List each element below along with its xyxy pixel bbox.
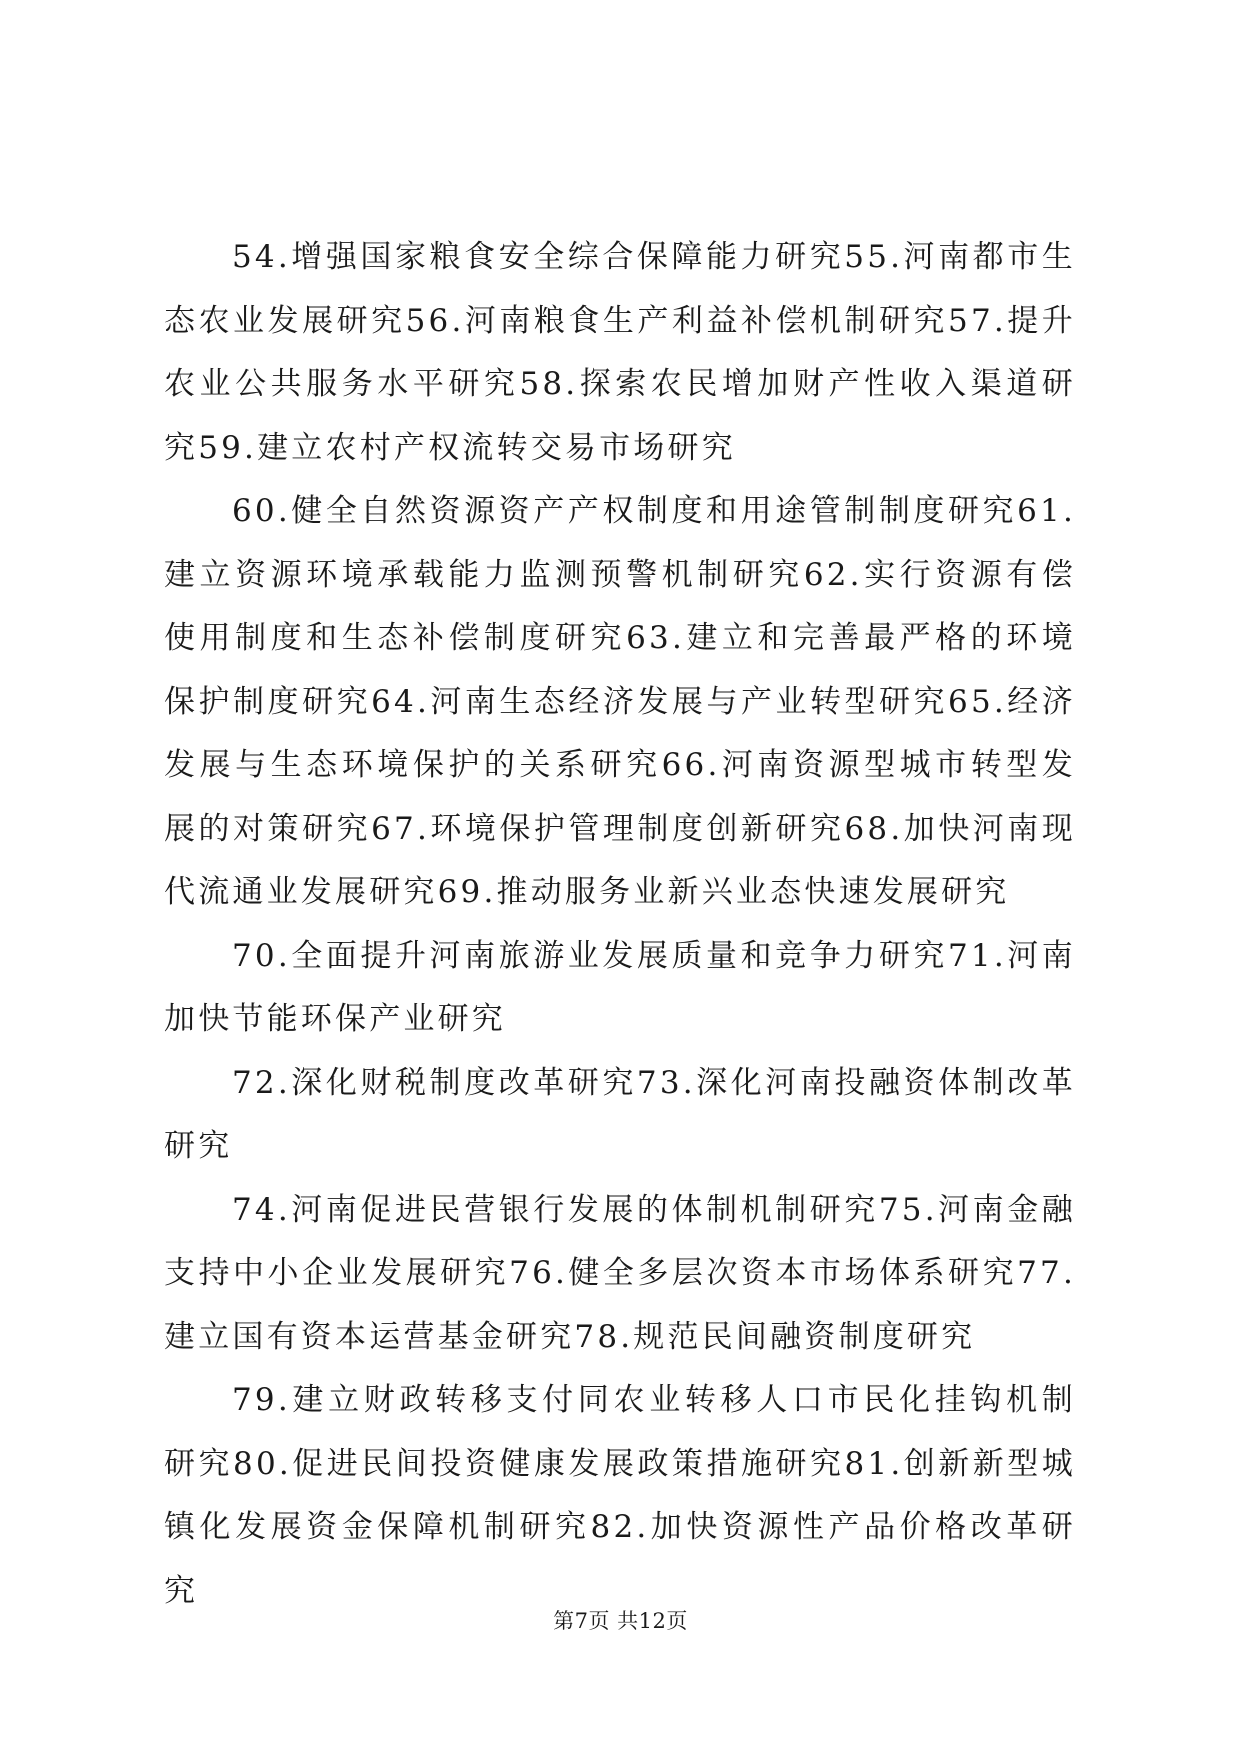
paragraph-items-74-78: 74.河南促进民营银行发展的体制机制研究75.河南金融支持中小企业发展研究76.健全多层次资本市场体系研究77.建立国有资本运营基金研究78.规范民间融资制度研究 xyxy=(164,1191,1076,1355)
paragraph-items-72-73: 72.深化财税制度改革研究73.深化河南投融资体制改革研究 xyxy=(164,1064,1076,1164)
paragraph-items-70-71: 70.全面提升河南旅游业发展质量和竞争力研究71.河南加快节能环保产业研究 xyxy=(164,937,1076,1037)
paragraph-items-79-82: 79.建立财政转移支付同农业转移人口市民化挂钩机制研究80.促进民间投资健康发展政策措施研究81.创新新型城镇化发展资金保障机制研究82.加快资源性产品价格改革研究 xyxy=(164,1382,1076,1609)
paragraph-items-54-59: 54.增强国家粮食安全综合保障能力研究55.河南都市生态农业发展研究56.河南粮食生产利益补偿机制研究57.提升农业公共服务水平研究58.探索农民增加财产性收入渠道研究59.建立农村产权流转交易市场研究 xyxy=(164,239,1076,466)
page-number-footer: 第7页 共12页 xyxy=(553,1609,688,1633)
paragraph-items-60-69: 60.健全自然资源资产产权制度和用途管制制度研究61.建立资源环境承载能力监测预警机制研究62.实行资源有偿使用制度和生态补偿制度研究63.建立和完善最严格的环境保护制度研究64.河南生态经济发展与产业转型研究65.经济发展与生态环境保护的关系研究66.河南资源型城市转型发展的对策研究67.环境保护管理制度创新研究68.加快河南现代流通业发展研究69.推动服务业新兴业态快速发展研究 xyxy=(164,493,1076,910)
document-body xyxy=(164,226,1076,1623)
